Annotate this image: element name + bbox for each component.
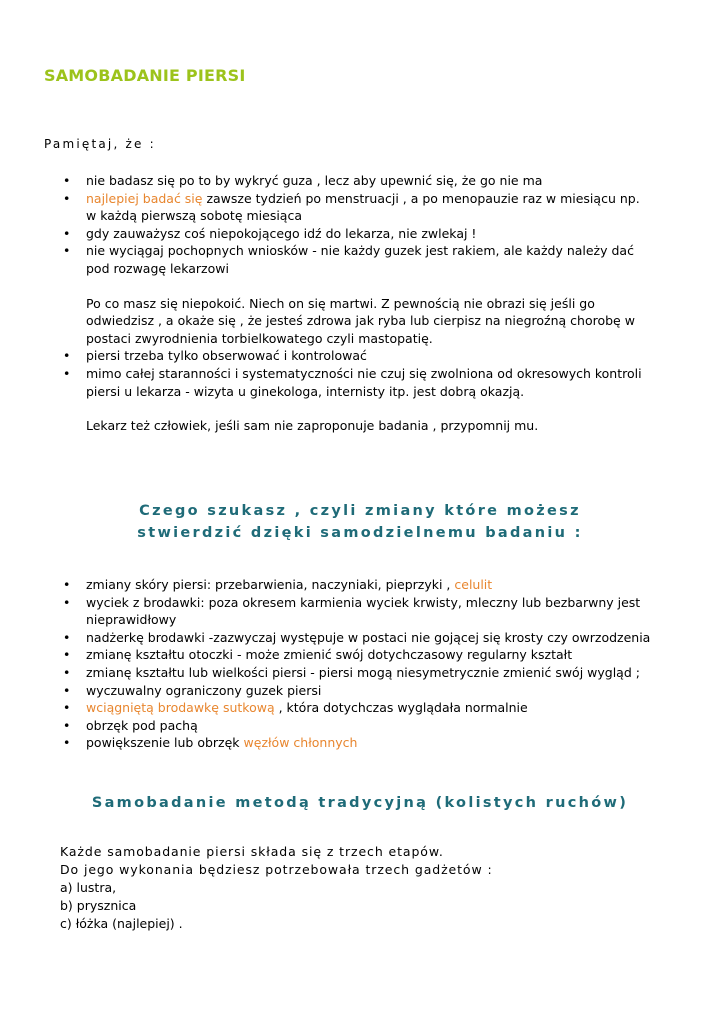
method-intro-line: Każde samobadanie piersi składa się z trzech etapów. (60, 844, 444, 859)
link-wezlow-chlonnych[interactable]: węzłów chłonnych (243, 735, 358, 751)
list-item: • obrzęk pod pachą (63, 717, 198, 733)
list-item: • zmianę kształtu lub wielkości piersi - piersi mogą niesymetrycznie zmienić swój wygląd ; (63, 664, 640, 680)
bullet-icon: • (63, 577, 71, 592)
list-item: • powiększenie lub obrzęk węzłów chłonnych (63, 735, 358, 751)
section-heading-traditional-method: Samobadanie metodą tradycyjną (kolistych ruchów) (91, 795, 629, 811)
bullet-icon: • (63, 365, 71, 381)
note-paragraph: Lekarz też człowiek, jeśli sam nie zaproponuje badania , przypomnij mu. (86, 418, 539, 434)
bullet-icon: • (63, 348, 71, 364)
list-item: • piersi trzeba tylko obserwować i kontrolować (63, 348, 367, 364)
bullet-icon: • (63, 225, 71, 241)
bullet-icon: • (63, 173, 71, 188)
list-item: • gdy zauważysz coś niepokojącego idź do lekarza, nie zwlekaj ! (63, 225, 477, 241)
list-item: • wyciek z brodawki: poza okresem karmienia wyciek krwisty, mleczny lub bezbarwny jest nieprawidłowy (63, 594, 641, 628)
list-item: • wyczuwalny ograniczony guzek piersi (63, 682, 322, 698)
list-item: • zmianę kształtu otoczki - może zmienić swój dotychczasowy regularny kształt (63, 647, 573, 663)
list-item: • mimo całej staranności i systematyczności nie czuj się zwolniona od okresowych kontroli piersi u lekarza - wizyta u ginekologa, internisty itp. jest dobrą okazją. (63, 365, 642, 399)
bullet-icon: • (63, 735, 71, 751)
section-heading-what-to-look-for: Czego szukasz , czyli zmiany które możesz stwierdzić dzięki samodzielnemu badaniu : (137, 503, 583, 541)
list-item: • najlepiej badać się zawsze tydzień po menstruacji , a po menopauzie raz w miesiącu np. w każdą pierwszą sobotę miesiąca (63, 190, 640, 224)
note-paragraph: Po co masz się niepokoić. Niech on się martwi. Z pewnością nie obrazi się jeśli go odwiedzisz , a okaże się , że jesteś zdrowa jak ryba lub cierpisz na niegroźną chorobę w postaci zwyrodnienia torbielkowatego czyli mastopatię. (86, 295, 635, 346)
list-item: • wciągniętą brodawkę sutkową , która dotychczas wyglądała normalnie (63, 700, 528, 716)
link-wciagnieta-brodawka[interactable]: wciągniętą brodawkę sutkową (86, 700, 275, 716)
bullet-icon: • (63, 682, 71, 698)
bullet-icon: • (63, 700, 71, 716)
list-item: • nadżerkę brodawki -zazwyczaj występuje w postaci nie gojącej się krosty czy owrzodzenia (63, 629, 651, 645)
bullet-icon: • (63, 594, 71, 610)
intro-text: Pamiętaj, że : (44, 137, 156, 151)
method-item-line: b) prysznica (60, 898, 137, 913)
bullet-icon: • (63, 243, 71, 259)
method-item-line: a) lustra, (60, 880, 117, 895)
list-item: • zmiany skóry piersi: przebarwienia, naczyniaki, pieprzyki , celulit (63, 577, 493, 592)
bullet-icon: • (63, 190, 71, 206)
method-item-line: c) łóżka (najlepiej) . (60, 916, 183, 931)
link-najlepiej-badac-sie[interactable]: najlepiej badać się (86, 190, 203, 206)
method-intro-line: Do jego wykonania będziesz potrzebowała trzech gadżetów : (60, 862, 493, 877)
bullet-icon: • (63, 629, 71, 645)
bullet-icon: • (63, 647, 71, 663)
list-item: • nie wyciągaj pochopnych wniosków - nie każdy guzek jest rakiem, ale każdy należy dać pod rozwagę lekarzowi (63, 243, 634, 276)
bullet-icon: • (63, 717, 71, 733)
reminder-list (63, 172, 653, 435)
changes-list (63, 576, 653, 752)
link-celulit[interactable]: celulit (454, 577, 493, 592)
list-item: • nie badasz się po to by wykryć guza , lecz aby upewnić się, że go nie ma (63, 173, 543, 188)
bullet-icon: • (63, 664, 71, 680)
document-title: SAMOBADANIE PIERSI (44, 66, 246, 85)
